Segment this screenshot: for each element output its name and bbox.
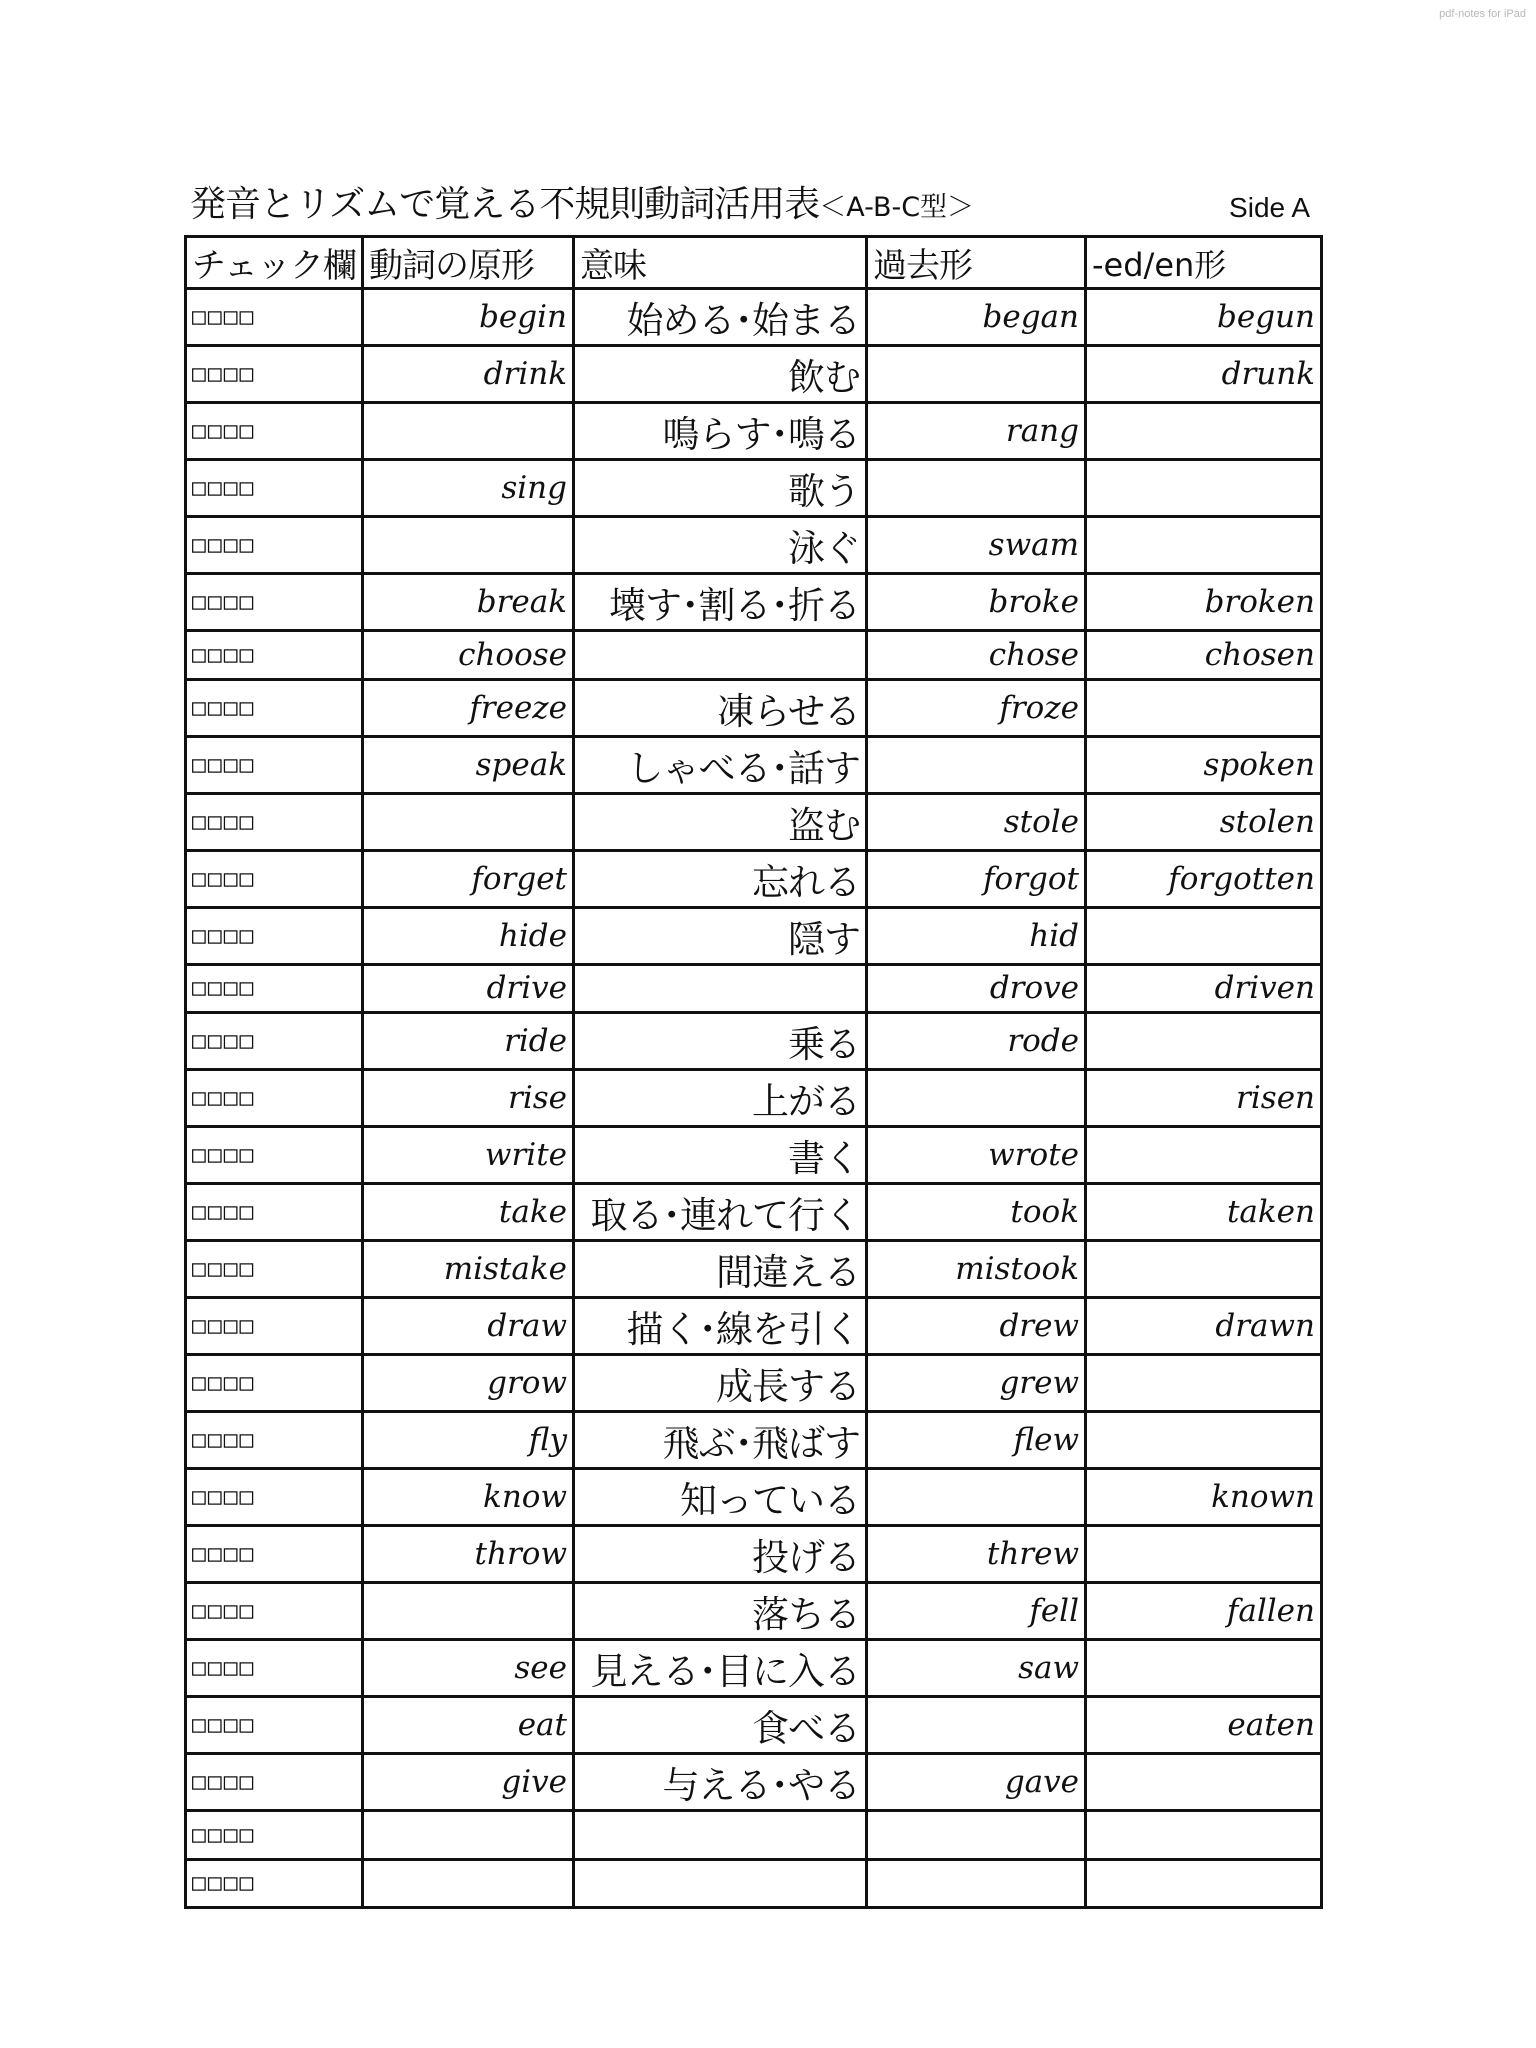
past-form-cell [867, 736, 1086, 793]
past-form-cell [867, 1469, 1086, 1526]
verb-table [184, 235, 1323, 1909]
meaning-cell: 始める･始まる [574, 289, 867, 346]
base-form-cell: freeze [363, 679, 574, 736]
past-form-cell: fell [867, 1583, 1086, 1640]
table-row [186, 964, 1322, 1013]
base-form-cell [363, 793, 574, 850]
past-form-cell: began [867, 289, 1086, 346]
meaning-cell: 隠す [574, 907, 867, 964]
past-participle-cell [1086, 1526, 1322, 1583]
meaning-cell: 泳ぐ [574, 517, 867, 574]
check-boxes-cell[interactable]: □□□□ [186, 1070, 363, 1127]
check-boxes-cell[interactable]: □□□□ [186, 346, 363, 403]
past-participle-cell [1086, 517, 1322, 574]
check-boxes-cell[interactable]: □□□□ [186, 1355, 363, 1412]
table-row [186, 1412, 1322, 1469]
base-form-cell: give [363, 1754, 574, 1811]
base-form-cell: sing [363, 460, 574, 517]
check-boxes-cell[interactable]: □□□□ [186, 1184, 363, 1241]
meaning-cell: 落ちる [574, 1583, 867, 1640]
table-row [186, 1184, 1322, 1241]
check-boxes-cell[interactable]: □□□□ [186, 907, 363, 964]
header-past: 過去形 [867, 237, 1086, 289]
base-form-cell: speak [363, 736, 574, 793]
past-form-cell: grew [867, 1355, 1086, 1412]
past-form-cell: gave [867, 1754, 1086, 1811]
check-boxes-cell[interactable]: □□□□ [186, 1241, 363, 1298]
table-row [186, 679, 1322, 736]
meaning-cell: 成長する [574, 1355, 867, 1412]
base-form-cell: mistake [363, 1241, 574, 1298]
table-row [186, 403, 1322, 460]
base-form-cell: begin [363, 289, 574, 346]
past-form-cell: flew [867, 1412, 1086, 1469]
header-past-participle: -ed/en形 [1086, 237, 1322, 289]
meaning-cell: 取る･連れて行く [574, 1184, 867, 1241]
base-form-cell: write [363, 1127, 574, 1184]
past-form-cell: stole [867, 793, 1086, 850]
side-label: Side A [1229, 192, 1310, 223]
check-boxes-cell[interactable]: □□□□ [186, 1127, 363, 1184]
table-row [186, 907, 1322, 964]
past-form-cell [867, 1697, 1086, 1754]
meaning-cell: 飲む [574, 346, 867, 403]
check-boxes-cell[interactable]: □□□□ [186, 289, 363, 346]
base-form-cell [363, 517, 574, 574]
table-row [186, 1070, 1322, 1127]
base-form-cell: choose [363, 631, 574, 680]
header-meaning: 意味 [574, 237, 867, 289]
header-check: チェック欄 [186, 237, 363, 289]
table-row [186, 1583, 1322, 1640]
past-participle-cell [1086, 907, 1322, 964]
past-participle-cell [1086, 460, 1322, 517]
past-form-cell: rode [867, 1013, 1086, 1070]
check-boxes-cell[interactable]: □□□□ [186, 1412, 363, 1469]
table-row [186, 517, 1322, 574]
past-form-cell [867, 346, 1086, 403]
check-boxes-cell[interactable]: □□□□ [186, 1583, 363, 1640]
past-participle-cell: begun [1086, 289, 1322, 346]
past-form-cell: froze [867, 679, 1086, 736]
base-form-cell: break [363, 574, 574, 631]
meaning-cell: 見える･目に入る [574, 1640, 867, 1697]
base-form-cell: rise [363, 1070, 574, 1127]
past-form-cell: hid [867, 907, 1086, 964]
verb-rows [186, 289, 1322, 1908]
header-base-form: 動詞の原形 [363, 237, 574, 289]
base-form-cell: forget [363, 850, 574, 907]
base-form-cell: see [363, 1640, 574, 1697]
table-row [186, 1127, 1322, 1184]
past-participle-cell: stolen [1086, 793, 1322, 850]
base-form-cell: grow [363, 1355, 574, 1412]
past-participle-cell [1086, 1013, 1322, 1070]
meaning-cell: しゃべる･話す [574, 736, 867, 793]
table-row [186, 1241, 1322, 1298]
past-participle-cell [1086, 403, 1322, 460]
meaning-cell [574, 631, 867, 680]
past-participle-cell: driven [1086, 964, 1322, 1013]
past-form-cell: broke [867, 574, 1086, 631]
past-participle-cell: drunk [1086, 346, 1322, 403]
past-participle-cell [1086, 1640, 1322, 1697]
past-form-cell: swam [867, 517, 1086, 574]
base-form-cell [363, 1811, 574, 1860]
check-boxes-cell[interactable]: □□□□ [186, 736, 363, 793]
table-row [186, 793, 1322, 850]
title-type-tag: ＜A-B-C型＞ [819, 192, 975, 223]
page-title [190, 180, 974, 233]
table-row [186, 1298, 1322, 1355]
table-row [186, 1697, 1322, 1754]
table-row [186, 1640, 1322, 1697]
table-row [186, 1859, 1322, 1908]
past-participle-cell: spoken [1086, 736, 1322, 793]
past-form-cell: wrote [867, 1127, 1086, 1184]
check-boxes-cell[interactable]: □□□□ [186, 1640, 363, 1697]
past-form-cell: drove [867, 964, 1086, 1013]
meaning-cell: 壊す･割る･折る [574, 574, 867, 631]
meaning-cell: 忘れる [574, 850, 867, 907]
past-participle-cell: risen [1086, 1070, 1322, 1127]
base-form-cell: fly [363, 1412, 574, 1469]
past-form-cell [867, 1859, 1086, 1908]
meaning-cell: 凍らせる [574, 679, 867, 736]
meaning-cell: 歌う [574, 460, 867, 517]
check-boxes-cell[interactable]: □□□□ [186, 517, 363, 574]
past-form-cell [867, 1070, 1086, 1127]
base-form-cell [363, 1859, 574, 1908]
meaning-cell: 盗む [574, 793, 867, 850]
meaning-cell: 乗る [574, 1013, 867, 1070]
table-row [186, 631, 1322, 680]
table-row [186, 1013, 1322, 1070]
check-boxes-cell[interactable]: □□□□ [186, 1013, 363, 1070]
past-form-cell: threw [867, 1526, 1086, 1583]
title-row [190, 180, 1310, 230]
past-form-cell [867, 460, 1086, 517]
past-form-cell: took [867, 1184, 1086, 1241]
check-boxes-cell[interactable]: □□□□ [186, 850, 363, 907]
table-row [186, 850, 1322, 907]
past-participle-cell [1086, 1754, 1322, 1811]
base-form-cell [363, 1583, 574, 1640]
check-boxes-cell[interactable]: □□□□ [186, 1298, 363, 1355]
meaning-cell: 間違える [574, 1241, 867, 1298]
past-participle-cell [1086, 1412, 1322, 1469]
check-boxes-cell[interactable]: □□□□ [186, 1526, 363, 1583]
past-form-cell: chose [867, 631, 1086, 680]
base-form-cell: know [363, 1469, 574, 1526]
check-boxes-cell[interactable]: □□□□ [186, 1469, 363, 1526]
past-participle-cell [1086, 1127, 1322, 1184]
check-boxes-cell[interactable]: □□□□ [186, 793, 363, 850]
check-boxes-cell[interactable]: □□□□ [186, 1811, 363, 1860]
past-participle-cell: known [1086, 1469, 1322, 1526]
table-row [186, 1811, 1322, 1860]
base-form-cell: hide [363, 907, 574, 964]
table-row [186, 1754, 1322, 1811]
base-form-cell: drive [363, 964, 574, 1013]
meaning-cell [574, 964, 867, 1013]
check-boxes-cell[interactable]: □□□□ [186, 574, 363, 631]
past-participle-cell: eaten [1086, 1697, 1322, 1754]
app-watermark: pdf-notes for iPad [1439, 8, 1526, 20]
base-form-cell: draw [363, 1298, 574, 1355]
past-participle-cell [1086, 1859, 1322, 1908]
past-form-cell: saw [867, 1640, 1086, 1697]
past-participle-cell [1086, 1241, 1322, 1298]
meaning-cell: 食べる [574, 1697, 867, 1754]
base-form-cell: take [363, 1184, 574, 1241]
check-boxes-cell[interactable]: □□□□ [186, 964, 363, 1013]
check-boxes-cell[interactable]: □□□□ [186, 679, 363, 736]
past-participle-cell [1086, 1811, 1322, 1860]
table-row [186, 460, 1322, 517]
check-boxes-cell[interactable]: □□□□ [186, 403, 363, 460]
past-participle-cell [1086, 679, 1322, 736]
meaning-cell: 描く･線を引く [574, 1298, 867, 1355]
table-row [186, 736, 1322, 793]
meaning-cell [574, 1811, 867, 1860]
past-participle-cell: forgotten [1086, 850, 1322, 907]
meaning-cell: 投げる [574, 1526, 867, 1583]
meaning-cell: 上がる [574, 1070, 867, 1127]
check-boxes-cell[interactable]: □□□□ [186, 460, 363, 517]
meaning-cell: 書く [574, 1127, 867, 1184]
meaning-cell: 知っている [574, 1469, 867, 1526]
past-participle-cell: broken [1086, 574, 1322, 631]
header-row [186, 237, 1322, 289]
table-row [186, 346, 1322, 403]
base-form-cell [363, 403, 574, 460]
meaning-cell: 与える･やる [574, 1754, 867, 1811]
past-form-cell: mistook [867, 1241, 1086, 1298]
check-boxes-cell[interactable]: □□□□ [186, 1697, 363, 1754]
meaning-cell: 鳴らす･鳴る [574, 403, 867, 460]
past-form-cell: drew [867, 1298, 1086, 1355]
table-row [186, 289, 1322, 346]
past-participle-cell: taken [1086, 1184, 1322, 1241]
base-form-cell: ride [363, 1013, 574, 1070]
meaning-cell [574, 1859, 867, 1908]
table-row [186, 574, 1322, 631]
base-form-cell: eat [363, 1697, 574, 1754]
check-boxes-cell[interactable]: □□□□ [186, 1754, 363, 1811]
past-participle-cell [1086, 1355, 1322, 1412]
table-row [186, 1469, 1322, 1526]
table-row [186, 1355, 1322, 1412]
base-form-cell: throw [363, 1526, 574, 1583]
table-row [186, 1526, 1322, 1583]
base-form-cell: drink [363, 346, 574, 403]
past-participle-cell: chosen [1086, 631, 1322, 680]
past-form-cell: rang [867, 403, 1086, 460]
check-boxes-cell[interactable]: □□□□ [186, 1859, 363, 1908]
meaning-cell: 飛ぶ･飛ばす [574, 1412, 867, 1469]
check-boxes-cell[interactable]: □□□□ [186, 631, 363, 680]
past-participle-cell: fallen [1086, 1583, 1322, 1640]
past-form-cell [867, 1811, 1086, 1860]
past-participle-cell: drawn [1086, 1298, 1322, 1355]
past-form-cell: forgot [867, 850, 1086, 907]
title-main: 発音とリズムで覚える不規則動詞活用表 [190, 184, 820, 225]
